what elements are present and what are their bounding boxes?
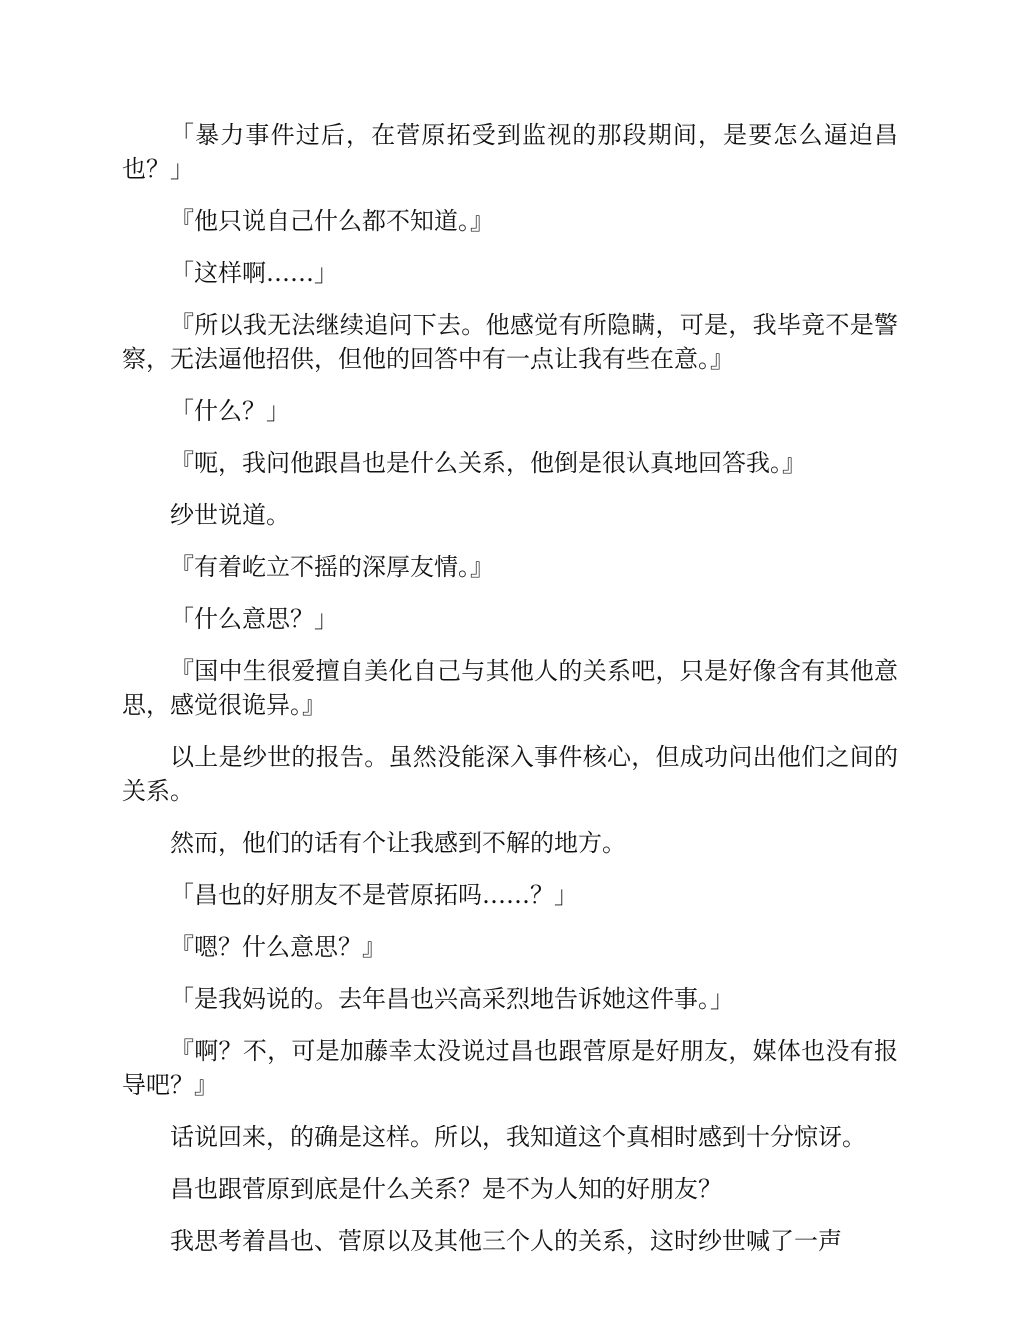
paragraph: 话说回来，的确是这样。所以，我知道这个真相时感到十分惊讶。: [170, 1123, 866, 1151]
paragraph: 以上是纱世的报告。虽然没能深入事件核心，但成功问出他们之间的关系。: [122, 743, 898, 805]
paragraph: 「什么？」: [170, 397, 290, 425]
paragraph: 『他只说自己什么都不知道。』: [170, 207, 494, 235]
paragraph: 纱世说道。: [170, 501, 290, 529]
paragraph: 『国中生很爱擅自美化自己与其他人的关系吧，只是好像含有其他意思，感觉很诡异。』: [122, 657, 898, 719]
paragraph: 『有着屹立不摇的深厚友情。』: [170, 553, 494, 581]
paragraph: 「暴力事件过后，在菅原拓受到监视的那段期间，是要怎么逼迫昌也？」: [122, 121, 898, 183]
paragraph: 「昌也的好朋友不是菅原拓吗……？」: [170, 881, 578, 909]
paragraph: 昌也跟菅原到底是什么关系？是不为人知的好朋友？: [170, 1175, 722, 1203]
paragraph: 『啊？不，可是加藤幸太没说过昌也跟菅原是好朋友，媒体也没有报导吧？』: [122, 1037, 898, 1099]
paragraph: 「什么意思？」: [170, 605, 338, 633]
paragraph: 然而，他们的话有个让我感到不解的地方。: [170, 829, 626, 857]
paragraph: 我思考着昌也、菅原以及其他三个人的关系，这时纱世喊了一声: [170, 1227, 842, 1255]
paragraph: 「是我妈说的。去年昌也兴高采烈地告诉她这件事。」: [170, 985, 734, 1013]
paragraph: 『所以我无法继续追问下去。他感觉有所隐瞒，可是，我毕竟不是警察，无法逼他招供，但他的回答中有一点让我有些在意。』: [122, 311, 898, 373]
text-body: [122, 118, 898, 1276]
paragraph: 『嗯？什么意思？』: [170, 933, 386, 961]
paragraph: 「这样啊……」: [170, 259, 338, 287]
paragraph: 『呃，我问他跟昌也是什么关系，他倒是很认真地回答我。』: [170, 449, 806, 477]
